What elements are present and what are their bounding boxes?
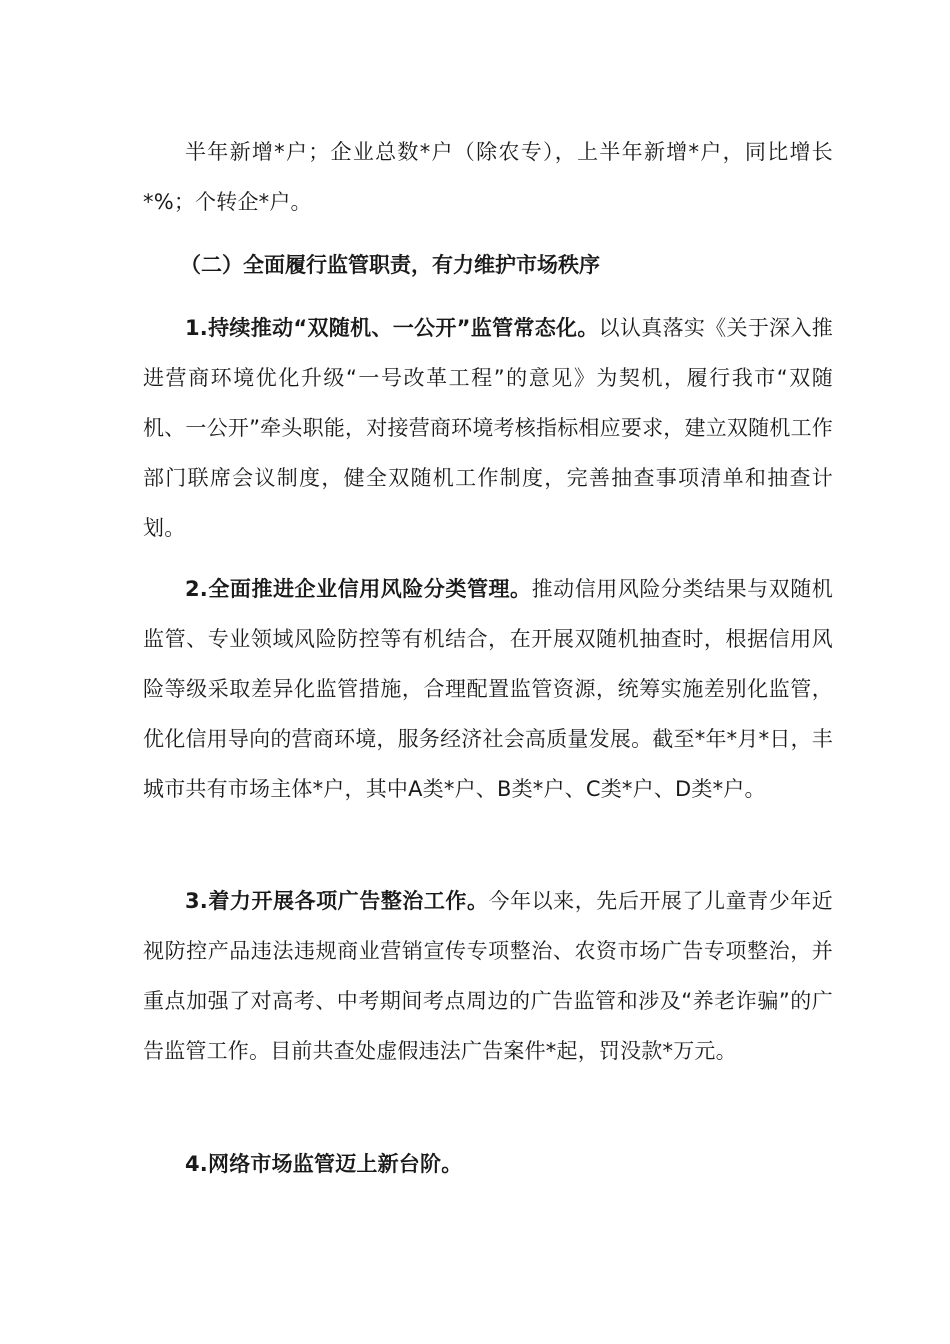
paragraph-title: 3.着力开展各项广告整治工作。 <box>185 889 489 913</box>
paragraph-title: 1.持续推动“双随机、一公开”监管常态化。 <box>185 316 599 340</box>
paragraph-body: 今年以来，先后开展了儿童青少年近视防控产品违法违规商业营销宣传专项整治、农资市场广告专项整治，并重点加强了对高考、中考期间考点周边的广告监管和涉及“养老诈骗”的广告监管工作。目前共查处虚假违法广告案件*起，罚没款*万元。 <box>143 889 833 1063</box>
section-heading: （二）全面履行监管职责，有力维护市场秩序 <box>180 253 600 277</box>
paragraph-title: 2.全面推进企业信用风险分类管理。 <box>185 577 532 601</box>
paragraph-title: 4.网络市场监管迈上新台阶。 <box>185 1152 463 1176</box>
paragraph-body: 推动信用风险分类结果与双随机监管、专业领域风险防控等有机结合，在开展双随机抽查时，根据信用风险等级采取差异化监管措施，合理配置监管资源，统筹实施差别化监管，优化信用导向的营商环境，服务经济社会高质量发展。截至*年*月*日，丰城市共有市场主体*户，其中A类*户、B类*户、C类*户、D类*户。 <box>143 577 833 801</box>
paragraph-item-2 <box>143 564 833 814</box>
paragraph-continuation <box>143 127 833 227</box>
paragraph-item-3 <box>143 876 833 1076</box>
paragraph-body: 以认真落实《关于深入推进营商环境优化升级“一号改革工程”的意见》为契机，履行我市“双随机、一公开”牵头职能，对接营商环境考核指标相应要求，建立双随机工作部门联席会议制度，健全双随机工作制度，完善抽查事项清单和抽查计划。 <box>143 316 833 540</box>
paragraph-item-1 <box>143 303 833 553</box>
paragraph-item-4 <box>143 1139 833 1189</box>
paragraph-text: 半年新增*户；企业总数*户（除农专），上半年新增*户，同比增长*%；个转企*户。 <box>143 140 833 214</box>
